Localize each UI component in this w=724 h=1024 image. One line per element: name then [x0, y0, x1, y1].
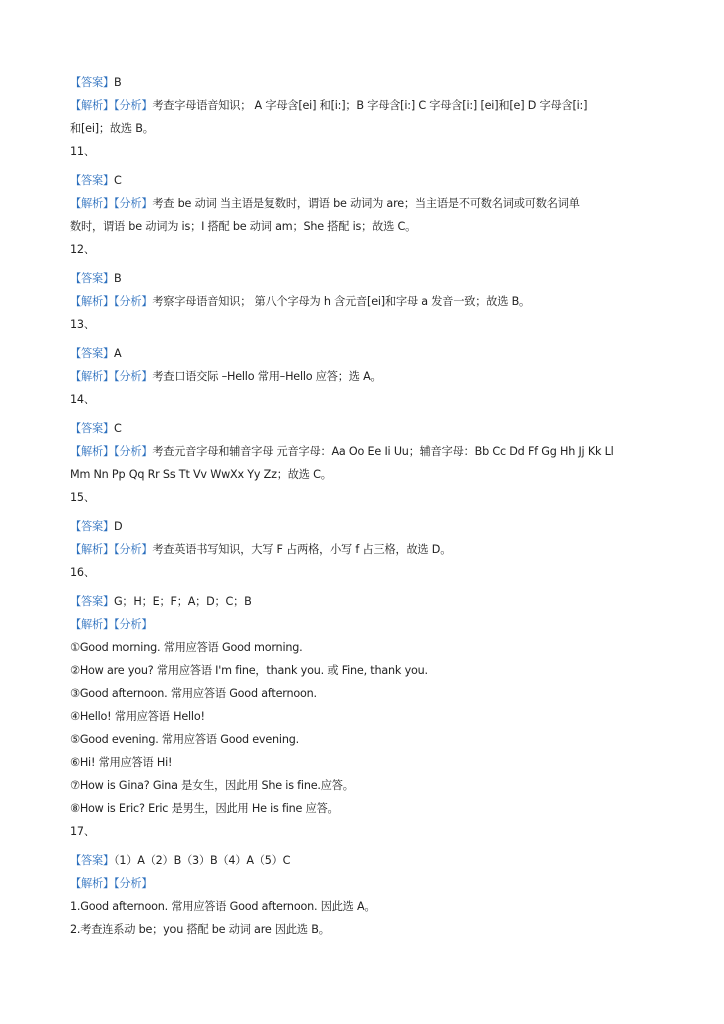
explain-tag: 【解析】 — [70, 445, 114, 458]
answer-tag: 【答案】 — [70, 854, 114, 867]
explain-tag: 【解析】 — [70, 197, 114, 210]
explanation-text: 考查口语交际 –Hello 常用–Hello 应答；选 A。 — [152, 370, 382, 383]
answer-tag: 【答案】 — [70, 595, 114, 608]
answer-value: C — [113, 422, 122, 435]
explanation-text: 考查元音字母和辅音字母 元音字母：Aa Oo Ee Ii Uu；辅音字母：Bb Cc Dd Ff Gg Hh Jj Kk Ll — [152, 445, 614, 458]
list-item: ⑥Hi! 常用应答语 Hi! — [70, 756, 173, 769]
analysis-tag: 【分析】 — [113, 197, 153, 210]
explain-tag: 【解析】 — [70, 877, 114, 890]
answer-line — [70, 342, 660, 365]
analysis-tag: 【分析】 — [113, 618, 153, 631]
list-item: ⑤Good evening. 常用应答语 Good evening. — [70, 733, 299, 746]
analysis-tag: 【分析】 — [113, 877, 153, 890]
answer-tag: 【答案】 — [70, 174, 114, 187]
answer-line — [70, 590, 660, 613]
analysis-tag: 【分析】 — [113, 445, 153, 458]
answer-tag: 【答案】 — [70, 272, 114, 285]
answer-value: A — [113, 347, 122, 360]
list-item: ②How are you? 常用应答语 I'm fine，thank you. 或 Fine, thank you. — [70, 664, 428, 677]
question-number: 14、 — [70, 393, 95, 406]
answer-line — [70, 417, 660, 440]
question-number: 17、 — [70, 825, 95, 838]
explanation-line — [70, 538, 660, 561]
question-number: 15、 — [70, 491, 95, 504]
explanation-line — [70, 872, 660, 895]
answer-value: C — [113, 174, 122, 187]
explanation-line — [70, 192, 660, 215]
question-number: 12、 — [70, 243, 95, 256]
explanation-line — [70, 94, 660, 117]
list-item: ⑦How is Gina? Gina 是女生，因此用 She is fine.应答。 — [70, 779, 354, 792]
explanation-line — [70, 290, 660, 313]
list-item: ⑧How is Eric? Eric 是男生，因此用 He is fine 应答。 — [70, 802, 339, 815]
question-number: 16、 — [70, 566, 95, 579]
explanation-text: 和[ei]；故选 B。 — [70, 122, 154, 135]
explanation-text: 考察字母语音知识； 第八个字母为 h 含元音[ei]和字母 a 发音一致；故选 B。 — [152, 295, 531, 308]
question-number: 13、 — [70, 318, 95, 331]
answer-tag: 【答案】 — [70, 422, 114, 435]
explain-tag: 【解析】 — [70, 370, 114, 383]
answer-value: B — [113, 272, 122, 285]
answer-value: D — [113, 520, 123, 533]
answer-document — [70, 71, 660, 941]
explanation-text: Mm Nn Pp Qq Rr Ss Tt Vv WwXx Yy Zz；故选 C。 — [70, 468, 332, 481]
explanation-line — [70, 440, 660, 463]
explanation-line — [70, 365, 660, 388]
list-item: 2.考查连系动 be；you 搭配 be 动词 are 因此选 B。 — [70, 923, 330, 936]
answer-line — [70, 515, 660, 538]
analysis-tag: 【分析】 — [113, 99, 153, 112]
list-item: ①Good morning. 常用应答语 Good morning. — [70, 641, 303, 654]
answer-line — [70, 267, 660, 290]
explain-tag: 【解析】 — [70, 295, 114, 308]
explanation-text: 考查 be 动词 当主语是复数时，谓语 be 动词为 are；当主语是不可数名词或可数名词单 — [152, 197, 580, 210]
explanation-text: 数时，谓语 be 动词为 is；I 搭配 be 动词 am；She 搭配 is；故选 C。 — [70, 220, 417, 233]
answer-value: （1）A（2）B（3）B（4）A（5）C — [113, 854, 291, 867]
answer-value: G；H；E；F；A；D；C；B — [113, 595, 252, 608]
analysis-tag: 【分析】 — [113, 543, 153, 556]
explain-tag: 【解析】 — [70, 99, 114, 112]
list-item: ④Hello! 常用应答语 Hello! — [70, 710, 205, 723]
explain-tag: 【解析】 — [70, 543, 114, 556]
explanation-text: 考查英语书写知识，大写 F 占两格，小写 f 占三格，故选 D。 — [152, 543, 452, 556]
answer-value: B — [113, 76, 122, 89]
answer-tag: 【答案】 — [70, 520, 114, 533]
analysis-tag: 【分析】 — [113, 295, 153, 308]
answer-line — [70, 71, 660, 94]
list-item: ③Good afternoon. 常用应答语 Good afternoon. — [70, 687, 317, 700]
answer-line — [70, 169, 660, 192]
question-number: 11、 — [70, 145, 95, 158]
answer-line — [70, 849, 660, 872]
list-item: 1.Good afternoon. 常用应答语 Good afternoon. 因此选 A。 — [70, 900, 376, 913]
analysis-tag: 【分析】 — [113, 370, 153, 383]
answer-tag: 【答案】 — [70, 76, 114, 89]
explanation-text: 考查字母语音知识； A 字母含[ei] 和[i:]；B 字母含[i:] C 字母含[i:] [ei]和[e] D 字母含[i:] — [152, 99, 588, 112]
explanation-line — [70, 613, 660, 636]
explain-tag: 【解析】 — [70, 618, 114, 631]
answer-tag: 【答案】 — [70, 347, 114, 360]
